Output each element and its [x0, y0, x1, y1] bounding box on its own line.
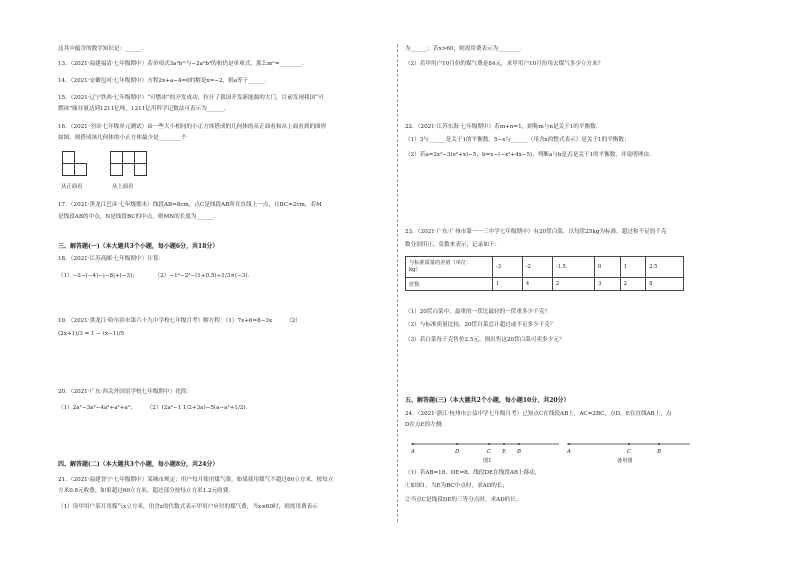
question-21-line1: 21．（2021·福建晋宁·七年级期中）某城市规定：用户每月使用煤气费，如果使用煤气不超过60立方米，按每立 — [58, 477, 334, 483]
point-d-dot — [456, 443, 458, 445]
question-13: 13．（2021·福建福清·七年级期中）若单项式3a²bᵐ与−2aⁿb³的和仍是单项式，那么mⁿ=________. — [58, 61, 304, 67]
table-cell: -3 — [493, 257, 523, 278]
question-23-line1: 23．（2021·广东·广州市第一一三中学七年级期中）有20筐白菜，以每筐25kg为标准，超过和不足的千克 — [405, 229, 667, 235]
table-row — [406, 257, 684, 278]
table-cell: 0 — [595, 257, 621, 278]
question-15-line1: 15．（2021·辽宁铁西·七年级期中）“可燃冰”的开发成功，拉开了我国开发新能源的大门，目前发现我国“可 — [58, 95, 324, 101]
point-a-dot — [412, 443, 414, 445]
label-a: A — [411, 449, 415, 455]
question-22-part1: （1）3与______是关于1的平衡数，5−x与______（用含x的整式表示）是关于1的平衡数； — [405, 137, 630, 143]
table-cell: 3 — [595, 278, 621, 291]
question-16-line2: 如图，则搭成该几何体的小正方体最少是________个 — [58, 135, 187, 141]
label-b: B — [657, 449, 662, 455]
label-d: D — [455, 449, 460, 455]
question-21-line2: 方米0.8元收费，如果超过60立方米，超过部分按每立方米1.2元收费． — [58, 488, 234, 494]
table-row — [406, 278, 684, 291]
question-21-part2: （2）若甲用户10月份的煤气费是84元，求甲用户10月份用去煤气多少立方米？ — [405, 61, 604, 67]
question-22-part2: （2）若a=2x²−3(x²+x)−5，b=x−(−x²+4x−5)，判断a与b是否是关于1的平衡数，并说明理由． — [405, 152, 655, 158]
question-23-line2: 数分别用正、负数来表示，记录如下： — [405, 242, 501, 248]
figure-1-caption: 图1 — [483, 458, 492, 464]
question-24-line2: D在点E的左侧． — [405, 422, 448, 428]
table-header-line2: kg） — [409, 267, 421, 273]
table-cell: 2 — [620, 278, 646, 291]
table-cell: 4 — [522, 278, 552, 291]
figure-1-segment — [409, 434, 569, 464]
point-b-dot — [658, 443, 660, 445]
question-22: 22．（2021·江苏东海·七年级期中）若m+n=1，则称m与n是关于1的平衡数． — [405, 124, 602, 130]
question-16-line1: 16．（2021·全国·七年级单元测试）由一些大小相同的小正方体搭成的几何体的从正面看和从上面看到的图形 — [58, 124, 327, 130]
spare-figure-segment — [565, 434, 695, 464]
question-20-expr: （1）2a²−3a²−4a³+a²+a³； （2）(2a²−1 1/2+3a)−5(a−a²+1/2)． — [58, 405, 252, 411]
question-18: 18．（2021·江苏高邮·七年级期中）计算： — [58, 256, 165, 262]
top-view-caption: 从上面看 — [112, 184, 134, 190]
table-cell: 8 — [646, 278, 684, 291]
front-view-caption: 从正面看 — [61, 184, 83, 190]
section-4-heading: 四、解答题(二)（本大题共3个小题，每小题8分，共24分） — [58, 461, 219, 468]
question-24-part1: （1）若AB=18，DE=8，线段DE在线段AB上移动， — [405, 470, 541, 476]
section-5-heading: 五、解答题(三)（本大题共2个小题，每小题10分，共20分） — [405, 397, 570, 404]
table-cell: 1 — [493, 278, 523, 291]
question-24-part1a: ①如图1，当E为BC中点时，求AD的长； — [405, 483, 508, 489]
question-14: 14．（2021·安徽包河·七年级期中）方程2x+a−4=0的解是x=−2，则a等于______. — [58, 78, 267, 84]
section-3-heading: 三、解答题(一)（本大题共3个小题，每小题6分，共18分） — [58, 243, 219, 250]
point-a-dot — [568, 443, 570, 445]
question-20: 20．（2021·广东·西关外国语学校七年级期中）化简： — [58, 389, 192, 395]
table-cell: 2 — [552, 278, 594, 291]
question-24-part1b: ②当点C是线段DE的三等分点时，求AD的长； — [405, 497, 522, 503]
point-c-dot — [488, 443, 490, 445]
label-a: A — [567, 449, 571, 455]
question-23-part1: （1）20筐白菜中，最重的一筐比最轻的一筐重多少千克？ — [405, 309, 550, 315]
point-e-dot — [503, 443, 505, 445]
point-c-dot — [628, 443, 630, 445]
cabbage-table — [405, 256, 684, 291]
question-17-line1: 17．（2021·黑龙江巴彦·七年级期末）线段AB=8cm，点C是线段AB所在直线上一点，且BC=2cm，若M — [58, 202, 322, 208]
question-19-expr: (2x+1)/3 = 1 − (x−1)/5 — [58, 331, 125, 337]
point-b-dot — [518, 443, 520, 445]
question-18-expr: （1）−2−(−4)−|−8|+(−3)； （2）−1⁴−2³−(1+0.5)÷1/3×(−3)． — [58, 273, 254, 279]
question-21-continued: 为______；若x>60，则需用费表示为________. — [405, 46, 523, 52]
label-e: E — [502, 449, 507, 455]
table-cell: 2.5 — [646, 257, 684, 278]
table-cell: 1 — [620, 257, 646, 278]
label-b: B — [517, 449, 522, 455]
question-24-line1: 24．（2021·浙江·杭州市公益中学七年级月考）已知点C在线段AB上，AC=2BC，点D、E在直线AB上，点 — [405, 411, 672, 417]
question-15-line2: 燃冰”储存量达到1211亿吨，1211亿用科学记数法可表示为______. — [58, 106, 226, 112]
column-divider — [397, 44, 398, 522]
table-cell: -2 — [522, 257, 552, 278]
question-23-part3: （3）若白菜每千克售价2.5元，则出售这20筐白菜可卖多少元？ — [405, 337, 565, 343]
label-c: C — [627, 449, 632, 455]
question-21-line3: （1）设甲用户某月用煤气x立方米，用含x的代数式表示甲用户应付的煤气费，当x≤60时，则需用费表示 — [58, 504, 318, 510]
label-c: C — [487, 449, 492, 455]
line-intro: 这其中蕴含的数学知识是：______. — [58, 46, 144, 52]
spare-figure-caption: 备用图 — [617, 458, 633, 464]
question-23-part2: （2）与标准质量比较，20筐白菜总计超过或不足多少千克？ — [405, 322, 556, 328]
question-19: 19．（2021·黑龙江·哈尔滨市第六十九中学校七年级月考）解方程：（1）7x+6=8−3x （2） — [58, 318, 301, 324]
table-cell: -1.5 — [552, 257, 594, 278]
table-header-cell — [406, 257, 493, 278]
table-header-line1: 与标准质量的差值（单位： — [409, 260, 472, 266]
question-17-line2: 是线段AB的中点，N是线段BC的中点，则MN的长度为______. — [58, 214, 216, 220]
table-cell: 筐数 — [406, 278, 493, 291]
